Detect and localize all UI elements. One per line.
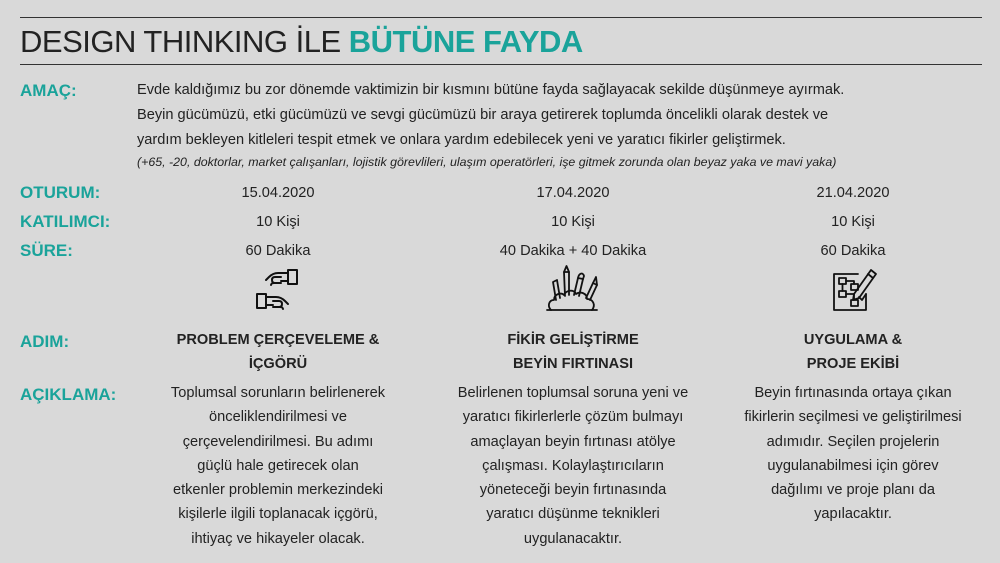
- description-line: uygulanabilmesi için görev: [767, 457, 939, 474]
- step-title: [147, 328, 409, 376]
- purpose-text: [137, 78, 987, 171]
- description-line: güçlü hale getirecek olan: [197, 457, 359, 474]
- step-title-line: BEYİN FIRTINASI: [513, 356, 633, 372]
- description-line: amaçlayan beyin fırtınası atölye: [470, 433, 676, 450]
- description-label: AÇIKLAMA:: [20, 385, 117, 404]
- step-description: [147, 381, 409, 551]
- description-line: dağılımı ve proje planı da: [771, 482, 935, 499]
- step-title-line: İÇGÖRÜ: [248, 356, 308, 372]
- title-light: DESIGN THINKING İLE: [20, 24, 349, 59]
- top-rule: [20, 17, 982, 18]
- step-title-line: PROJE EKİBİ: [806, 356, 900, 372]
- purpose-note: (+65, -20, doktorlar, market çalışanları, lojistik görevlileri, ulaşım operatörleri, işe gitmek zorunda olan beyaz yaka ve mavi yaka): [137, 155, 837, 169]
- description-line: önceliklendirilmesi ve: [209, 409, 347, 426]
- description-line: adımıdır. Seçilen projelerin: [766, 433, 940, 450]
- page-title: [20, 23, 583, 61]
- title-bold: BÜTÜNE FAYDA: [348, 24, 583, 59]
- duration-value: 40 Dakika + 40 Dakika: [499, 243, 647, 259]
- description-line: kişilerle ilgili toplanacak içgörü,: [178, 506, 378, 523]
- participants-count: 10 Kişi: [256, 214, 300, 230]
- description-line: Beyin fırtınasında ortaya çıkan: [754, 385, 952, 401]
- session-date: 21.04.2020: [816, 185, 890, 201]
- plan-checklist-icon: [830, 264, 878, 314]
- step-title-line: PROBLEM ÇERÇEVELEME &: [176, 332, 380, 348]
- description-line: Toplumsal sorunların belirlenerek: [170, 385, 386, 401]
- brainstorm-tools-icon: [543, 264, 601, 314]
- step-title-line: UYGULAMA &: [803, 332, 903, 348]
- hands-exchange-icon: [254, 266, 300, 312]
- step-title: [431, 328, 715, 376]
- participants-count: 10 Kişi: [551, 214, 595, 230]
- session-date: 15.04.2020: [241, 185, 315, 201]
- participants-label: KATILIMCI:: [20, 212, 111, 231]
- session-date: 17.04.2020: [536, 185, 610, 201]
- duration-value: 60 Dakika: [245, 243, 311, 259]
- step-description: [720, 381, 986, 527]
- purpose-line: Beyin gücümüzü, etki gücümüzü ve sevgi gücümüzü bir araya getirerek toplumda öncelikli olarak destek ve: [137, 107, 829, 123]
- description-line: yaratıcı düşünme teknikleri: [486, 506, 660, 523]
- description-line: çerçevelendirilmesi. Bu adımı: [182, 433, 374, 450]
- description-line: uygulanacaktır.: [523, 530, 623, 547]
- purpose-line: Evde kaldığımız bu zor dönemde vaktimizin bir kısmını bütüne fayda sağlayacak sekilde düşünmeye ayırmak.: [137, 82, 845, 98]
- step-description: [431, 381, 715, 551]
- purpose-label: AMAÇ:: [20, 81, 77, 100]
- participants-count: 10 Kişi: [831, 214, 875, 230]
- description-line: çalışması. Kolaylaştırıcıların: [482, 457, 664, 474]
- session-label: OTURUM:: [20, 183, 101, 202]
- description-line: yöneteceği beyin fırtınasında: [479, 482, 667, 499]
- description-line: etkenler problemin merkezindeki: [172, 482, 384, 499]
- description-line: fikirlerin seçilmesi ve geliştirilmesi: [744, 409, 962, 426]
- step-title: [720, 328, 986, 376]
- duration-value: 60 Dakika: [820, 243, 886, 259]
- description-line: yapılacaktır.: [814, 506, 892, 523]
- purpose-line: yardım bekleyen kitleleri tespit etmek ve onlara yardım edebilecek yeni ve yaratıcı fikirler geliştirmek.: [137, 132, 786, 148]
- description-line: ihtiyaç ve hikayeler olacak.: [191, 530, 365, 547]
- bottom-rule: [20, 64, 982, 65]
- step-title-line: FİKİR GELİŞTİRME: [507, 332, 639, 348]
- step-label: ADIM:: [20, 332, 70, 351]
- description-line: Belirlenen toplumsal soruna yeni ve: [457, 385, 689, 401]
- duration-label: SÜRE:: [20, 241, 73, 260]
- description-line: yaratıcı fikirlerlerle çözüm bulmayı: [462, 409, 684, 426]
